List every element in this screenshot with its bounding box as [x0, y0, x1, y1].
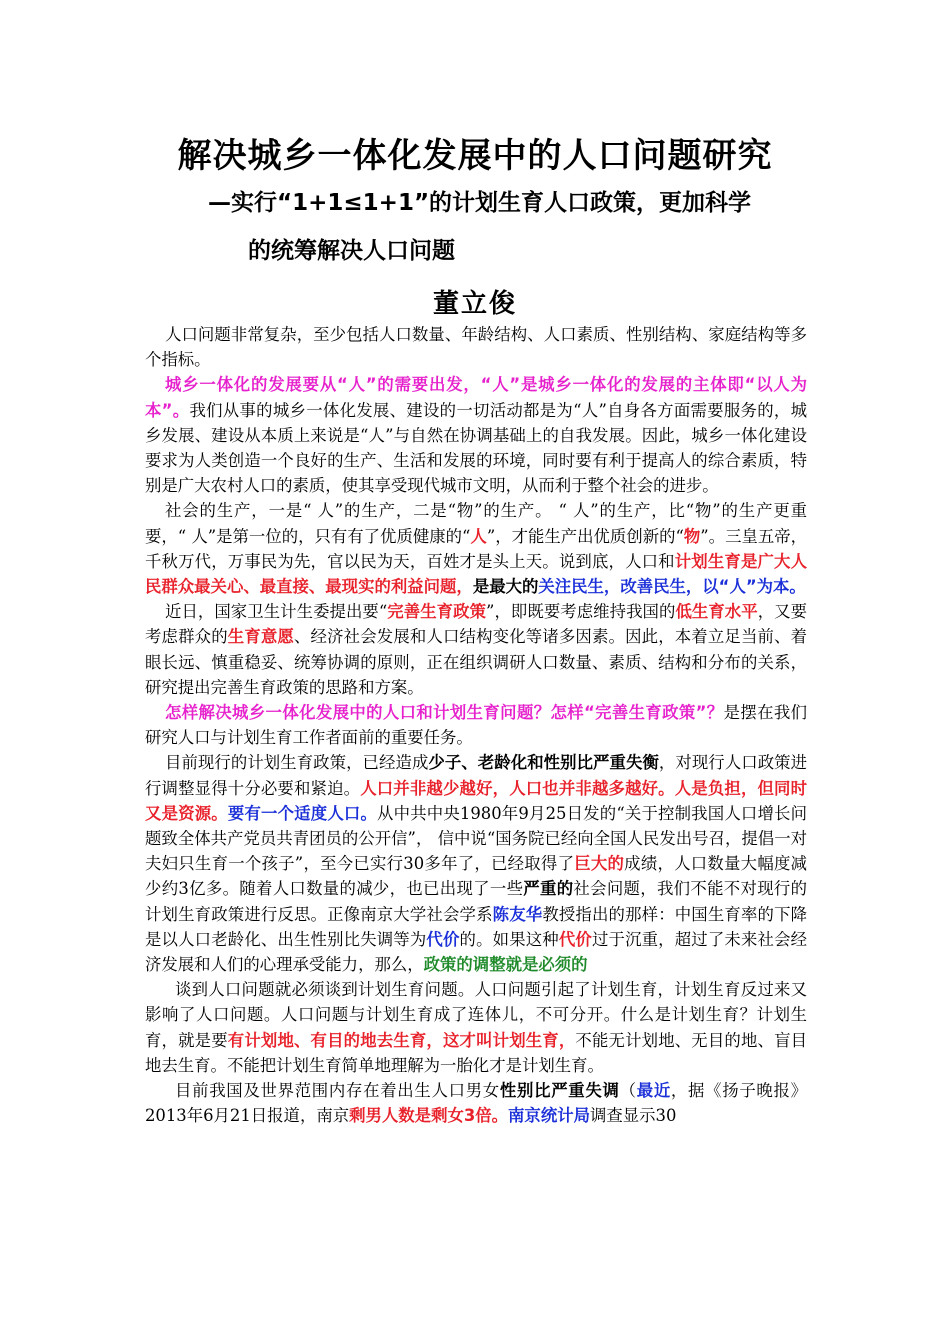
highlight-ren: 人: [470, 526, 487, 546]
paragraph-7-text-c: 不能无计划地、无目的地、盲目地去生育。不能把计划生育简单地理解为一胎化才是计划生育。: [145, 1030, 808, 1075]
paragraph-6-text-l: 教授指出的那样：中国生育率的下降是以人口老龄化、出生性别比失调等为: [145, 904, 808, 949]
highlight-planned-birth: 有计划地、有目的地去生育，这才叫计划生育，: [227, 1030, 576, 1050]
paragraph-4-text-a: 近日，国家卫生计生委提出要“: [165, 602, 388, 622]
paragraph-6-text-p: 过于沉重，超过了未来社会经济发展和人们的心理承受能力，那么，: [145, 929, 808, 975]
paragraph-1-text: 人口问题非常复杂，至少包括人口数量、年龄结构、人口素质、性别结构、家庭结构等多个指标。: [145, 325, 807, 370]
paragraph-3-text-g: 是最大的: [472, 577, 539, 597]
paragraph-2-text: 我们从事的城乡一体化发展、建设的一切活动都是为“人”自身各方面需要服务的，城乡发展、建设从本质上来说是“人”与自然在协调基础上的自我发展。因此，城乡一体化建设要求为人类创造一个良好的生产、生活和发展的环境，同时要有利于提高人的综合素质，特别是广大农村人口的素质，使其享受现代城市文明，从而利于整个社会的进步。: [145, 400, 807, 496]
highlight-imbalance: 少子、老龄化和性别比严重失衡: [428, 753, 659, 773]
highlight-cost-1: 代价: [426, 929, 460, 949]
subtitle-line-1: —实行“1+1≤1+1”的计划生育人口政策，更加科学: [208, 190, 752, 216]
paragraph-2: [145, 372, 807, 498]
highlight-question: 怎样解决城乡一体化发展中的人口和计划生育问题？怎样“完善生育政策”？: [165, 703, 724, 723]
highlight-professor-name: 陈友华: [492, 904, 543, 924]
paragraph-7: [145, 977, 807, 1078]
highlight-fertility-intention: 生育意愿: [227, 627, 294, 647]
paragraph-3-text-c: ”，才能生产出优质创新的“: [486, 526, 684, 546]
highlight-population-resource: 人口并非越少越好，人口也并非越多越好。人是负担，但同时又是资源。: [145, 778, 807, 823]
highlight-improve-policy: 完善生育政策: [387, 602, 487, 622]
highlight-livelihood: 关注民生，改善民生，以“人”为本。: [538, 577, 806, 597]
paragraph-4-text-e: ，又要考虑群众的: [145, 602, 807, 647]
highlight-cost-2: 代价: [558, 929, 592, 949]
paragraph-4-text-c: ”，即既要考虑维持我国的: [486, 602, 676, 622]
highlight-huge: 巨大的: [574, 854, 625, 874]
highlight-wu: 物: [683, 526, 701, 546]
paragraph-4: [145, 599, 807, 700]
page-title: 解决城乡一体化发展中的人口问题研究: [177, 136, 773, 176]
highlight-moderate-population: 要有一个适度人口。: [227, 803, 378, 823]
paragraph-3: [145, 498, 807, 599]
paragraph-1: [145, 322, 807, 372]
paragraph-6-text-h: 成绩，人口数量大幅度减少约3亿多。随着人口数量的减少，也已出现了一些: [145, 854, 808, 899]
paragraph-5-text: 是摆在我们研究人口与计划生育工作者面前的重要任务。: [145, 703, 808, 748]
highlight-low-fertility: 低生育水平: [675, 602, 758, 622]
highlight-recently: 最近: [636, 1081, 671, 1101]
paragraph-5: [145, 700, 807, 750]
highlight-sex-ratio: 性别比严重失调: [499, 1081, 620, 1101]
highlight-policy-adjustment: 政策的调整就是必须的: [423, 955, 588, 975]
highlight-leftover-men: 剩男人数是剩女3倍。: [349, 1106, 509, 1126]
paragraph-6: [145, 750, 807, 977]
paragraph-8-text-h: 调查显示30: [590, 1106, 677, 1126]
highlight-statistics-bureau: 南京统计局: [508, 1106, 590, 1126]
paragraph-6-text-c: ，对现行人口政策进行调整显得十分必要和紧迫。: [145, 753, 808, 798]
highlight-people-centered: 城乡一体化的发展要从“人”的需要出发，“人”是城乡一体化的发展的主体即“以人为本”。: [145, 375, 807, 420]
highlight-serious: 严重的: [523, 879, 574, 899]
paragraph-8-text-a: 目前我国及世界范围内存在着出生人口男女: [175, 1081, 500, 1101]
article-body: [145, 322, 807, 1129]
paragraph-4-text-g: 、经济社会发展和人口结构变化等诸多因素。因此，本着立足当前、着眼长远、慎重稳妥、统筹协调的原则，正在组织调研人口数量、素质、结构和分布的关系，研究提出完善生育政策的思路和方案。: [145, 627, 808, 697]
paragraph-3-text-e: ”。三皇五帝，千秋万代，万事民为先，官以民为天，百姓才是头上天。说到底，人口和: [145, 526, 808, 571]
paragraph-6-text-a: 目前现行的计划生育政策，已经造成: [165, 753, 429, 773]
paragraph-8-text-e: ，据《扬子晚报》2013年6月21日报道，南京: [145, 1081, 808, 1126]
paragraph-3-text-a: 社会的生产，一是“ 人”的生产，二是“物”的生产。 “ 人”的生产，比“物”的生产更重要，“ 人”是第一位的，只有有了优质健康的“: [145, 501, 807, 546]
highlight-family-planning-interest: 计划生育是广大人民群众最关心、最直接、最现实的利益问题，: [145, 551, 808, 597]
paragraph-8-text-c: （: [619, 1081, 637, 1101]
author-name: 董立俊: [432, 289, 517, 319]
paragraph-6-text-f: 从中共中央1980年9月25日发的“关于控制我国人口增长问题致全体共产党员共青团员的公开信”， 信中说“国务院已经向全国人民发出号召，提倡一对夫妇只生育一个孩子”，至今已实行30多年了，已经取得了: [145, 803, 808, 874]
paragraph-6-text-n: 的。如果这种: [459, 929, 559, 949]
paragraph-6-text-j: 社会问题，我们不能不对现行的计划生育政策进行反思。正像南京大学社会学系: [145, 879, 807, 924]
subtitle-line-2: 的统筹解决人口问题: [248, 238, 455, 264]
paragraph-8: [145, 1078, 807, 1128]
paragraph-7-text-a: 谈到人口问题就必须谈到计划生育问题。人口问题引起了计划生育，计划生育反过来又影响了人口问题。人口问题与计划生育成了连体儿，不可分开。什么是计划生育？计划生育，就是要: [145, 980, 807, 1050]
